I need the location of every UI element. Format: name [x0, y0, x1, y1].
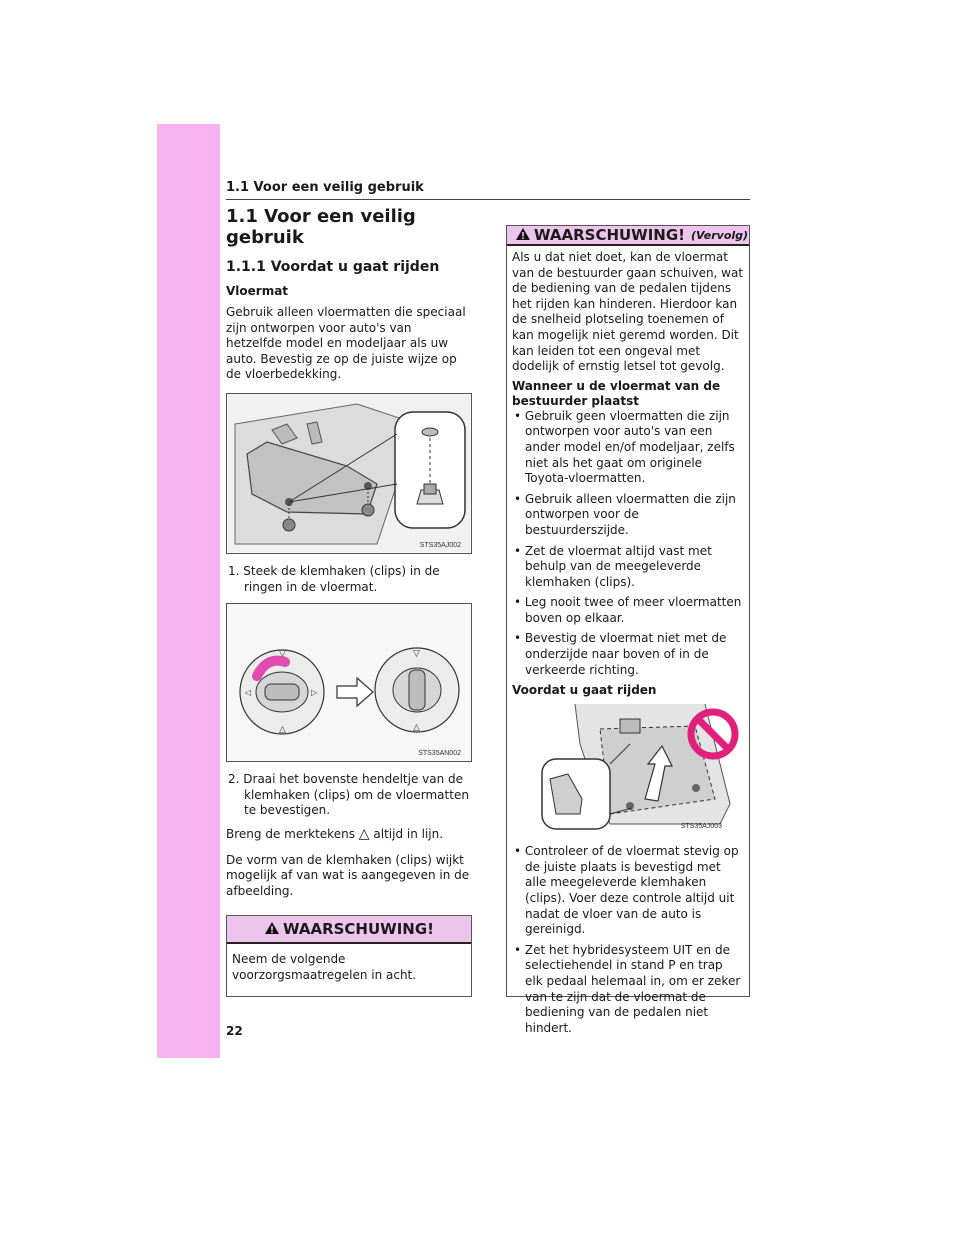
warning-title: WAARSCHUWING! — [282, 920, 435, 939]
running-header: 1.1 Voor een veilig gebruik — [226, 180, 424, 195]
svg-text:◁: ◁ — [245, 688, 252, 698]
warning-title-continued: WAARSCHUWING! — [534, 226, 686, 244]
svg-text:▽: ▽ — [413, 649, 420, 660]
warning-bar — [227, 916, 471, 944]
subsection-title: 1.1.1 Voordat u gaat rijden — [226, 259, 440, 275]
warning-triangle-icon — [264, 920, 280, 939]
shape-note: De vorm van de klemhaken (clips) wijkt mogelijk af van wat is aangegeven in de afbeelding. — [226, 852, 470, 898]
figure-code: STS35AJ002 — [419, 541, 461, 549]
warning-box — [226, 915, 472, 996]
list-item: • Controleer of de vloermat stevig op de juiste plaats is bevestigd met alle meegeleverde klemhaken (clips). Voer deze controle altijd uit nadat de vloer van de auto is gereinigd. — [514, 844, 739, 937]
topic-heading: Vloermat — [226, 284, 289, 298]
check-list — [512, 844, 744, 1036]
align-note-pre: Breng de merktekens — [226, 826, 355, 841]
chapter-tab — [157, 124, 220, 1058]
list-item: • Zet het hybridesysteem UIT en de selectiehendel in stand P en trap elk pedaal helemaal in, om er zeker van te zijn dat de vloermat de bediening van de pedalen niet hindert. — [514, 942, 741, 1035]
clip-illustration — [227, 604, 471, 761]
triangle-marker-icon: △ — [358, 825, 370, 842]
warning-triangle-icon — [515, 226, 531, 245]
svg-text:△: △ — [279, 725, 286, 736]
list-item: • Gebruik alleen vloermatten die zijn ontworpen voor de bestuurderszijde. — [514, 491, 736, 537]
intro-paragraph: Gebruik alleen vloermatten die speciaal zijn ontworpen voor auto's van hetzelfde model en modeljaar als uw auto. Bevestig ze op de juiste wijze op de vloerbedekking. — [226, 305, 466, 382]
steps-list-a — [226, 564, 470, 595]
section-title: 1.1 Voor een veilig gebruik — [226, 206, 416, 248]
header-rule — [226, 199, 750, 200]
continued-label: (Vervolg) — [691, 228, 749, 242]
list-item: • Gebruik geen vloermatten die zijn ontworpen voor auto's van een ander model en/of modeljaar, zelfs niet als het gaat om originele Toyota-vloermatten. — [514, 408, 735, 486]
before-driving-heading: Voordat u gaat rijden — [512, 683, 657, 698]
mat-check-illustration — [520, 704, 748, 836]
floor-mat-figure — [226, 393, 472, 554]
steps-list-b — [226, 772, 470, 819]
align-note-post: altijd in lijn. — [373, 826, 444, 841]
step-1: 1. Steek de klemhaken (clips) in de ringen in de vloermat. — [228, 563, 440, 594]
consequence-paragraph: Als u dat niet doet, kan de vloermat van de bestuurder gaan schuiven, wat de bediening van de pedalen tijdens het rijden kan hinderen. Hierdoor kan de snelheid plotseling toenemen of kan mogelijk niet geremd worden. Dit kan leiden tot een ongeval met dodelijk of ernstig letsel tot gevolg. — [512, 250, 744, 374]
figure-code: STS35AJ003 — [680, 823, 722, 831]
right-column — [506, 225, 750, 1035]
placement-heading: Wanneer u de vloermat van de bestuurder plaatst — [512, 378, 721, 408]
left-column — [226, 206, 470, 997]
list-item: • Leg nooit twee of meer vloermatten boven op elkaar. — [514, 595, 742, 625]
mat-check-figure — [520, 704, 748, 836]
svg-text:▷: ▷ — [311, 688, 318, 698]
step-2: 2. Draai het bovenste hendeltje van de klemhaken (clips) om de vloermatten te bevestigen. — [228, 772, 469, 818]
warning-continued-body — [507, 246, 749, 1036]
clip-figure — [226, 603, 472, 762]
floor-mat-illustration — [227, 394, 471, 553]
placement-list — [512, 409, 744, 679]
warning-continued-box — [506, 225, 750, 1035]
list-item: • Zet de vloermat altijd vast met behulp van de meegeleverde klemhaken (clips). — [514, 543, 712, 589]
align-note — [226, 827, 470, 843]
svg-text:▽: ▽ — [279, 649, 286, 660]
page-number: 22 — [226, 1024, 243, 1038]
warning-body — [227, 944, 471, 995]
list-item: • Bevestig de vloermat niet met de onderzijde naar boven of in de verkeerde richting. — [514, 631, 727, 677]
figure-code: STS35AN002 — [418, 750, 461, 758]
warning-text: Neem de volgende voorzorgsmaatregelen in acht. — [232, 952, 417, 982]
svg-text:△: △ — [413, 723, 420, 734]
warning-bar-continued — [507, 226, 749, 246]
